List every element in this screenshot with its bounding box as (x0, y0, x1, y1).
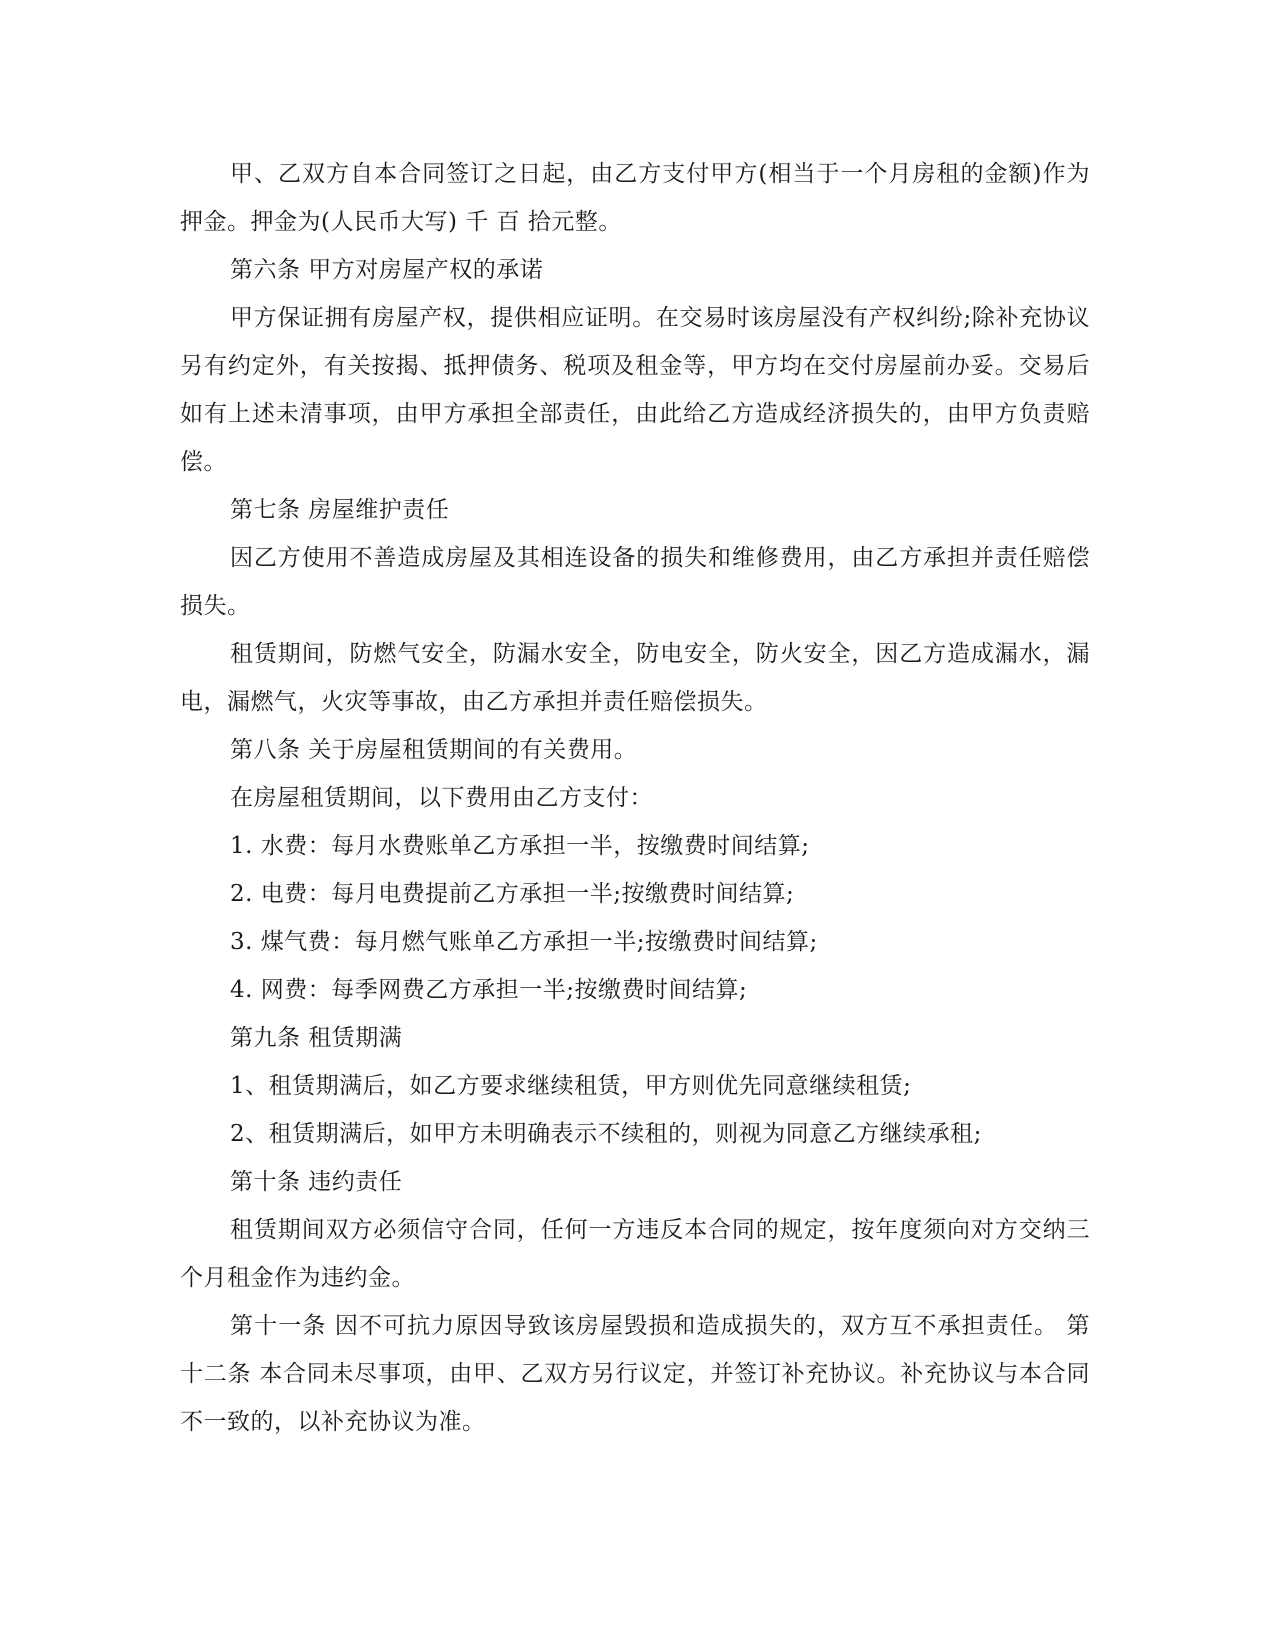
fee-item-internet: 4. 网费：每季网费乙方承担一半;按缴费时间结算; (230, 977, 748, 1003)
fees-intro: 在房屋租赁期间，以下费用由乙方支付： (230, 785, 653, 811)
expiry-item-1: 1、租赁期满后，如乙方要求继续租赁，甲方则优先同意继续租赁; (230, 1073, 912, 1099)
article-8-heading: 第八条 关于房屋租赁期间的有关费用。 (230, 737, 638, 763)
contract-body (180, 150, 1090, 1446)
fee-item-water: 1. 水费：每月水费账单乙方承担一半，按缴费时间结算; (230, 833, 810, 859)
article-9-heading: 第九条 租赁期满 (230, 1025, 403, 1051)
safety-paragraph: 租赁期间，防燃气安全，防漏水安全，防电安全，防火安全，因乙方造成漏水，漏电，漏燃气，火灾等事故，由乙方承担并责任赔偿损失。 (180, 641, 1090, 715)
fee-item-electricity: 2. 电费：每月电费提前乙方承担一半;按缴费时间结算; (230, 881, 795, 907)
article-10-heading: 第十条 违约责任 (230, 1169, 403, 1195)
article-7-heading: 第七条 房屋维护责任 (230, 497, 450, 523)
article-6-heading: 第六条 甲方对房屋产权的承诺 (230, 257, 544, 283)
articles-11-12-paragraph: 第十一条 因不可抗力原因导致该房屋毁损和造成损失的，双方互不承担责任。 第十二条 本合同未尽事项，由甲、乙双方另行议定，并签订补充协议。补充协议与本合同不一致的，以补充协议为准。 (180, 1313, 1090, 1435)
expiry-item-2: 2、租赁期满后，如甲方未明确表示不续租的，则视为同意乙方继续承租; (230, 1121, 982, 1147)
deposit-paragraph: 甲、乙双方自本合同签订之日起，由乙方支付甲方(相当于一个月房租的金额)作为押金。押金为(人民币大写) 千 百 拾元整。 (180, 161, 1090, 235)
maintenance-paragraph: 因乙方使用不善造成房屋及其相连设备的损失和维修费用，由乙方承担并责任赔偿损失。 (180, 545, 1090, 619)
property-rights-paragraph: 甲方保证拥有房屋产权，提供相应证明。在交易时该房屋没有产权纠纷;除补充协议另有约定外，有关按揭、抵押债务、税项及租金等，甲方均在交付房屋前办妥。交易后如有上述未清事项，由甲方承担全部责任，由此给乙方造成经济损失的，由甲方负责赔偿。 (180, 305, 1090, 475)
fee-item-gas: 3. 煤气费：每月燃气账单乙方承担一半;按缴费时间结算; (230, 929, 818, 955)
breach-paragraph: 租赁期间双方必须信守合同，任何一方违反本合同的规定，按年度须向对方交纳三个月租金作为违约金。 (180, 1217, 1090, 1291)
